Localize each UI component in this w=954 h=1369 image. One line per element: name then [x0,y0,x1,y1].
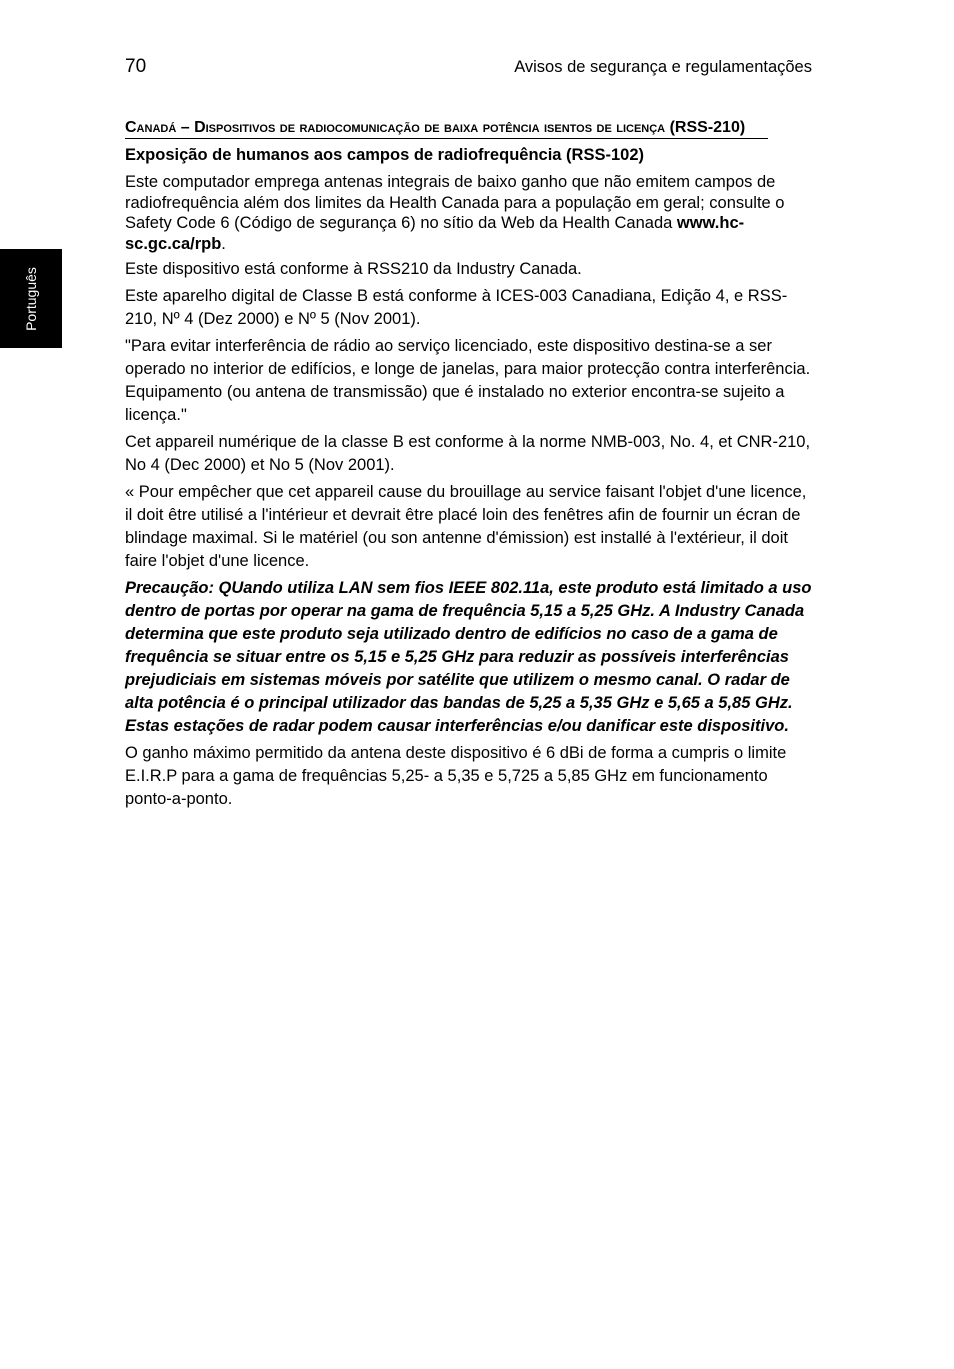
page-number: 70 [125,56,147,77]
page-content [125,118,815,815]
paragraph-antenna-gain: O ganho máximo permitido da antena deste dispositivo é 6 dBi de forma a cumpris o limite E.I.R.P para a gama de frequências 5,25- a 5,35 e 5,725 a 5,85 GHz em funcionamento ponto-a-ponto. [125,744,787,808]
subheading: Exposição de humanos aos campos de radiofrequência (RSS-102) [125,146,644,164]
language-tab-label: Português [23,266,39,331]
paragraph-end: . [221,234,226,253]
caution-paragraph: Precaução: QUando utiliza LAN sem fios IEEE 802.11a, este produto está limitado a uso dentro de portas por operar na gama de frequência 5,15 a 5,25 GHz. A Industry Canada determina que este produto seja utilizado dentro de edifícios no caso de a gama de frequência se situar entre os 5,15 e 5,25 GHz para reduzir as possíveis interferências prejudiciais em sistemas móveis por satélite que utilizem o mesmo canal. O radar de alta potência é o principal utilizador das bandas de 5,25 a 5,35 GHz e 5,65 a 5,85 GHz. Estas estações de radar podem causar interferências e/ou danificar este dispositivo. [125,579,812,735]
paragraph: Este aparelho digital de Classe B está conforme à ICES-003 Canadiana, Edição 4, e RSS-210, Nº 4 (Dez 2000) e Nº 5 (Nov 2001). [125,287,788,328]
section-heading [125,118,768,139]
paragraph-text: Este computador emprega antenas integrais de baixo ganho que não emitem campos de radiofrequência além dos limites da Health Canada para a população em geral; consulte o Safety Code 6 (Código de segurança 6) no sítio da Web da Health Canada [125,173,785,232]
section-heading-code: (RSS-210) [665,119,746,136]
language-side-tab [0,249,62,348]
paragraph-rf-exposure [125,172,815,254]
paragraph: "Para evitar interferência de rádio ao serviço licenciado, este dispositivo destina-se a ser operado no interior de edifícios, e longe de janelas, para maior protecção contra interferência. Equipamento (ou antena de transmissão) que é instalado no exterior encontra-se sujeito a licença." [125,337,811,424]
paragraph: Cet appareil numérique de la classe B est conforme à la norme NMB-003, No. 4, et CNR-210, No 4 (Dec 2000) et No 5 (Nov 2001). [125,433,811,474]
section-heading-title: Canadá – Dispositivos de radiocomunicação de baixa potência isentos de licença [125,119,666,136]
health-canada-link: www.hc-sc.gc.ca/rpb [125,214,745,253]
paragraph: Este dispositivo está conforme à RSS210 da Industry Canada. [125,260,582,278]
running-header: Avisos de segurança e regulamentações [514,58,812,76]
paragraph: « Pour empêcher que cet appareil cause du brouillage au service faisant l'objet d'une licence, il doit être utilisé a l'intérieur et devrait être placé loin des fenêtres afin de fournir un écran de blindage maximal. Si le matériel (ou son antenne d'émission) est installé à l'extérieur, il doit faire l'objet d'une licence. [125,483,807,570]
